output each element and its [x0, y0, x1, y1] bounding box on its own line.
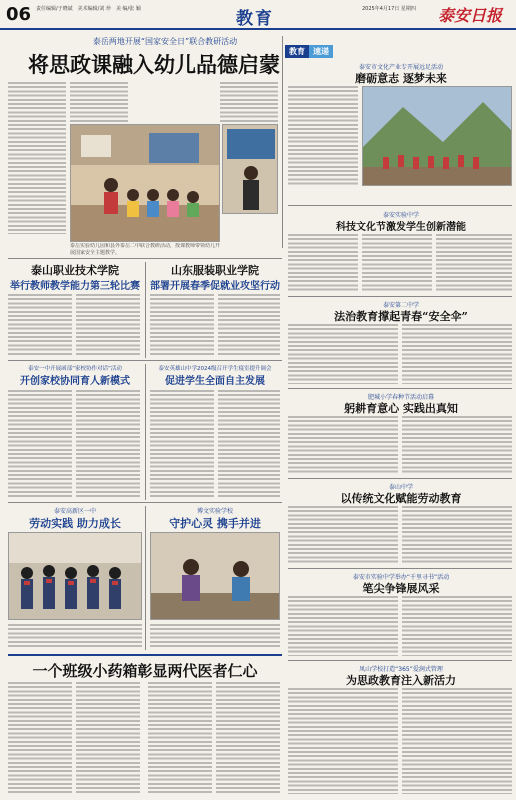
story-2-headline: 山东服装职业学院 — [171, 264, 259, 277]
brief-4-kicker: 肥城小学春种节活动启幕 — [367, 394, 434, 401]
brief-1-caption — [288, 188, 512, 204]
story-2-subhead: 部署开展春季促就业攻坚行动 — [150, 281, 280, 292]
bottom-text-3 — [148, 682, 212, 794]
divider-stories-2 — [8, 502, 282, 503]
brief-7-text-1 — [288, 688, 398, 794]
page-number: 06 — [6, 4, 32, 25]
story-1-text-2 — [76, 294, 140, 356]
story-3-text-1 — [8, 390, 72, 498]
brief-4-text-1 — [288, 416, 398, 474]
story-4-text-1 — [150, 390, 214, 498]
brief-2-text-2 — [362, 234, 432, 292]
brief-6-text-1 — [288, 596, 398, 656]
tag-express: 速递 — [309, 45, 333, 58]
story-5-kicker: 泰安高新区一中 — [53, 508, 96, 515]
editor-credits: 责任编辑/于晓斌 美术编辑/刘 珍 美 编/张 颖 — [36, 6, 141, 12]
hiking-photo-illustration — [363, 87, 512, 186]
story-3-headline: 开创家校协同育人新模式 — [20, 376, 130, 387]
issue-date: 2025年4月17日 星期四 — [362, 6, 416, 12]
tag-education: 教育 — [285, 45, 309, 58]
brief-5-headline: 以传统文化赋能劳动教育 — [340, 492, 462, 505]
story-5-text — [8, 624, 142, 648]
divider-brief-1 — [288, 205, 512, 206]
story-4-kicker: 泰安英雄山中学2024级召开学生寝室提升调会 — [158, 366, 272, 372]
lead-text-col-2 — [70, 82, 128, 122]
story-4-headline: 促进学生全面自主发展 — [165, 376, 265, 387]
brief-4-text-2 — [402, 416, 512, 474]
brief-3-text-1 — [288, 324, 398, 384]
story-2-text-1 — [150, 294, 214, 356]
brief-3-text-2 — [402, 324, 512, 384]
story-2-text-2 — [218, 294, 280, 356]
divider-brief-4 — [288, 478, 512, 479]
teacher-photo-illustration — [223, 125, 278, 214]
story-6-kicker: 博文实验学校 — [196, 508, 233, 515]
divider-brief-3 — [288, 388, 512, 389]
story-3-text-2 — [76, 390, 140, 498]
story-divider-2 — [145, 364, 146, 500]
story-1-text-1 — [8, 294, 72, 356]
divider-stories-1 — [8, 360, 282, 361]
counseling-photo-illustration — [151, 533, 280, 620]
brief-2-text-3 — [436, 234, 512, 292]
story-divider — [145, 262, 146, 358]
brief-7-headline: 为思政教育注入新活力 — [346, 674, 456, 687]
brief-6-headline: 笔尖争锋展风采 — [362, 582, 440, 595]
lead-headline: 将思政课融入幼儿品德启蒙 — [28, 52, 280, 77]
story-5-photo — [8, 532, 142, 620]
brief-5-text-1 — [288, 506, 398, 564]
story-5-headline: 劳动实践 助力成长 — [29, 517, 121, 530]
divider-brief-6 — [288, 660, 512, 661]
brief-5-text-2 — [402, 506, 512, 564]
brief-1-kicker: 泰安市文化产业专开展远足活动 — [358, 64, 443, 71]
bottom-text-2 — [76, 682, 140, 794]
divider-lead — [8, 258, 282, 259]
newspaper-logo: 泰安日报 — [438, 6, 503, 25]
brief-7-text-2 — [402, 688, 512, 794]
bottom-text-4 — [216, 682, 280, 794]
bottom-headline: 一个班级小药箱彰显两代医者仁心 — [32, 662, 258, 680]
story-1-headline: 泰山职业技术学院 — [31, 264, 119, 277]
divider-brief-5 — [288, 568, 512, 569]
lead-photo-2 — [222, 124, 278, 214]
brief-6-kicker: 泰安市实验中学举办“千里寻书”活动 — [352, 574, 450, 581]
story-4-text-2 — [218, 390, 280, 498]
section-title: 教育 — [236, 9, 274, 29]
brief-6-text-2 — [402, 596, 512, 656]
lead-text-col-3 — [220, 82, 278, 122]
brief-4-headline: 躬耕育意心 实践出真知 — [344, 402, 458, 415]
brief-1-headline: 磨砺意志 逐梦未来 — [355, 72, 447, 85]
students-photo-illustration — [9, 533, 142, 620]
column-divider — [282, 36, 283, 248]
lead-photo — [70, 124, 220, 242]
masthead — [0, 0, 516, 30]
story-divider-3 — [145, 506, 146, 650]
brief-3-headline: 法治教育撑起青春“安全伞” — [334, 310, 468, 323]
lead-photo-caption: 泰岳实验幼儿园和县外泰岳二中联合教研活动，授课教师带领幼儿开展国家安全主题教学。 — [70, 243, 220, 256]
story-6-photo — [150, 532, 280, 620]
brief-1-photo — [362, 86, 512, 186]
story-3-kicker: 泰安一中开展函部“家校协作对话”活动 — [28, 366, 122, 372]
story-1-subhead: 举行教师教学能力第三轮比赛 — [10, 281, 140, 292]
brief-1-text-1 — [288, 86, 358, 186]
brief-2-text-1 — [288, 234, 358, 292]
bottom-text-1 — [8, 682, 72, 794]
divider-brief-2 — [288, 296, 512, 297]
classroom-photo-illustration — [71, 125, 220, 242]
story-6-headline: 守护心灵 携手并进 — [169, 517, 261, 530]
lead-text-col-1 — [8, 82, 66, 234]
bottom-rule — [8, 654, 282, 656]
story-6-text — [150, 624, 280, 648]
lead-kicker: 泰岳两地开展“国家安全日”联合教研活动 — [92, 37, 238, 46]
brief-2-kicker: 泰安实验中学 — [382, 212, 419, 219]
brief-3-kicker: 泰安第二中学 — [382, 302, 419, 309]
brief-5-kicker: 泰山中学 — [388, 484, 413, 491]
brief-tag — [285, 45, 333, 58]
brief-2-headline: 科技文化节激发学生创新潜能 — [336, 222, 466, 233]
brief-7-kicker: 凤山学校打造“365”爱润式管理 — [359, 666, 443, 673]
